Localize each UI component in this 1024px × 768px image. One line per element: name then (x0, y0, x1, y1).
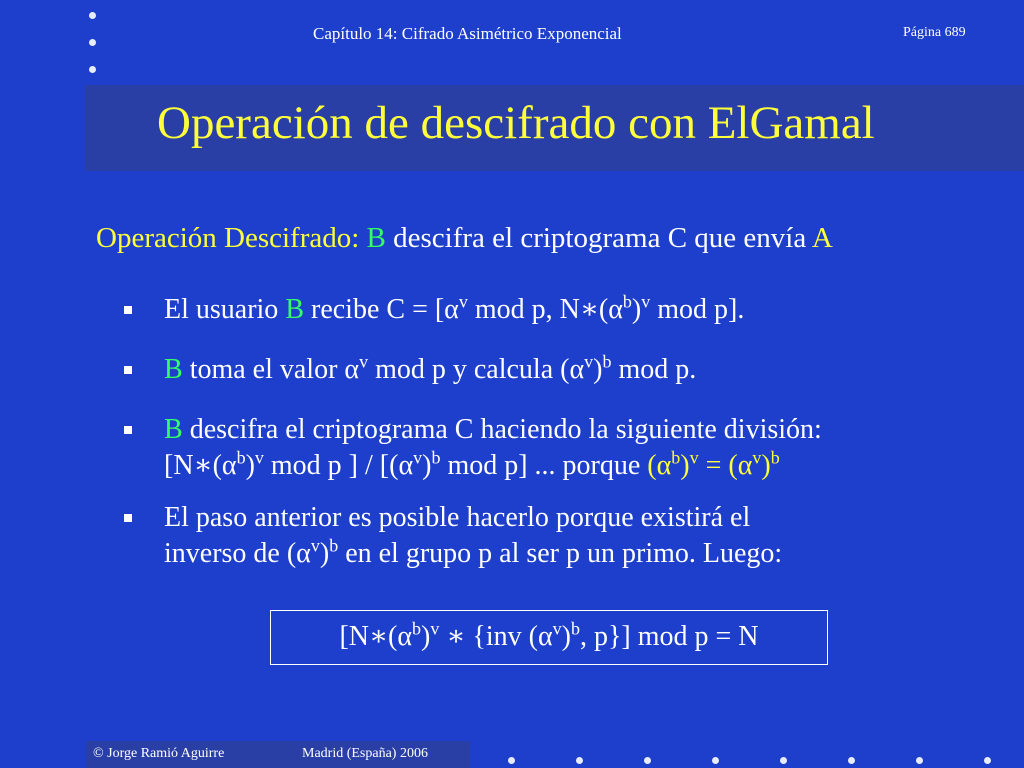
bullet-3-hl-text: ) (680, 450, 690, 481)
bullet-1-b: B (285, 294, 304, 325)
bullet-4-sup: v (310, 535, 320, 556)
chapter-header: Capítulo 14: Cifrado Asimétrico Exponencial (313, 24, 622, 43)
bullet-3-hl-text: ) (761, 450, 771, 481)
bullet-4-text: El paso anterior es posible hacerlo porque existirá el (164, 502, 751, 533)
bullet-square-icon (124, 514, 132, 522)
formula-text: , p}] mod p = N (579, 621, 759, 652)
bullet-1-sup: v (641, 291, 651, 312)
bullet-3-hl-sup: v (689, 447, 699, 468)
bullet-1-text: ) (631, 294, 642, 325)
formula-text: ) (561, 621, 571, 652)
bullet-3-highlight (647, 447, 780, 481)
bullet-3 (124, 412, 1004, 484)
bullet-3-sup: v (413, 447, 423, 468)
bullet-1-text: mod p, N∗(α (467, 294, 623, 325)
bullet-3-text: ) (422, 450, 432, 481)
bullet-3-hl-sup: b (671, 447, 681, 468)
bullet-2 (124, 352, 1004, 388)
subtitle-a: A (811, 222, 833, 254)
footer-place-date: Madrid (España) 2006 (302, 746, 428, 761)
bullet-1 (124, 292, 1004, 328)
formula-sup: b (570, 618, 580, 639)
bullet-square-icon (124, 306, 132, 314)
bullet-4-text: en el grupo p al ser p un primo. Luego: (338, 538, 783, 569)
bullet-3-text: mod p ] / [(α (263, 450, 414, 481)
page-number: Página 689 (903, 25, 966, 40)
bullet-1-sup: v (458, 291, 468, 312)
bullet-2-text: ) (593, 354, 603, 385)
bullet-2-sup: b (602, 351, 612, 372)
subtitle (96, 222, 833, 255)
formula-text: ∗ {inv (α (439, 621, 553, 652)
bullet-3-text: descifra el criptograma C haciendo la siguiente división: (182, 414, 822, 445)
bullet-3-text: [N∗(α (164, 450, 237, 481)
bullet-1-text: El usuario (164, 294, 286, 325)
bullet-3-hl-text: = (α (698, 450, 753, 481)
bullet-2-text: mod p y calcula (α (368, 354, 585, 385)
bullet-4 (124, 500, 1004, 572)
bullet-3-sup: v (254, 447, 264, 468)
formula-sup: b (412, 618, 422, 639)
bullet-square-icon (124, 426, 132, 434)
result-formula-box (270, 610, 828, 665)
bullet-3-text: mod p] ... porque (440, 450, 648, 481)
bullet-3-sup: b (236, 447, 246, 468)
bullet-1-text: mod p]. (650, 294, 745, 325)
bullet-3-text: ) (245, 450, 255, 481)
bullet-3-hl-sup: v (752, 447, 762, 468)
subtitle-b: B (366, 222, 386, 254)
bullet-3-sup: b (431, 447, 441, 468)
formula-text: [N∗(α (339, 621, 413, 652)
bullet-2-text: mod p. (611, 354, 697, 385)
bullet-3-b: B (164, 414, 183, 445)
subtitle-text: descifra el criptograma C que envía (385, 222, 812, 254)
bullet-2-sup: v (359, 351, 369, 372)
bullet-square-icon (124, 366, 132, 374)
formula-text: ) (421, 621, 431, 652)
bullet-list (124, 292, 1004, 596)
bullet-2-sup: v (584, 351, 594, 372)
subtitle-label: Operación Descifrado: (96, 222, 360, 254)
bullet-4-text: ) (319, 538, 330, 569)
formula-sup: v (552, 618, 562, 639)
footer-copyright: © Jorge Ramió Aguirre (93, 746, 225, 761)
bullet-1-sup: b (622, 291, 632, 312)
bullet-2-text: toma el valor α (182, 354, 360, 385)
bullet-3-hl-sup: b (770, 447, 780, 468)
formula-sup: v (430, 618, 440, 639)
slide-title: Operación de descifrado con ElGamal (157, 97, 875, 149)
bullet-2-b: B (164, 354, 183, 385)
bullet-3-hl-text: (α (647, 450, 672, 481)
bullet-1-text: recibe C = [α (304, 294, 459, 325)
decorative-dots-left (89, 12, 99, 93)
bullet-4-sup: b (329, 535, 339, 556)
bullet-4-text: inverso de (α (164, 538, 311, 569)
